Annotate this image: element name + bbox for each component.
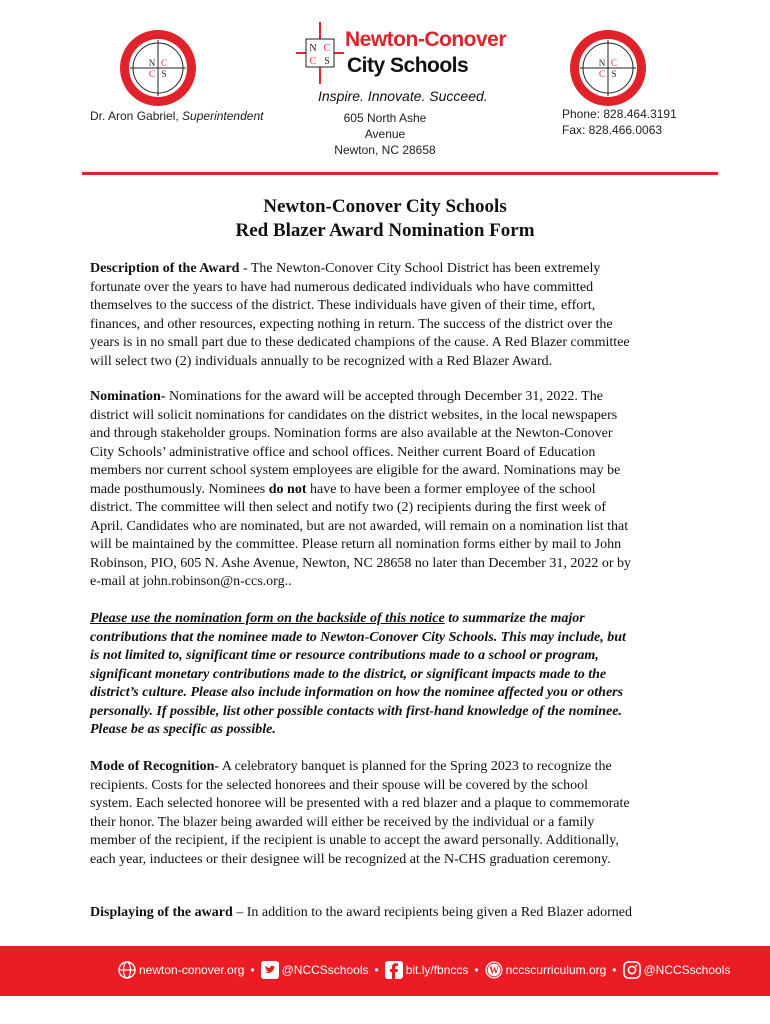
header-divider: [82, 172, 718, 175]
instructions-line: contributions that the nominee made to Newton-Conover City Schools. This may include, but: [90, 629, 626, 645]
svg-text:C: C: [323, 43, 331, 54]
org-name-line2: City Schools: [347, 54, 469, 77]
recognition-line: their honor. The blazer being awarded will either be received by the individual or a family: [90, 814, 595, 830]
displaying-heading: Displaying of the award: [90, 905, 233, 920]
address-block: [330, 110, 440, 158]
seal-letter: C: [148, 69, 156, 79]
footer-facebook[interactable]: [385, 961, 469, 979]
footer-separator: •: [474, 963, 479, 977]
recognition-line: member of the recipient, if the recipient is unable to accept the award personally. Additionally,: [90, 833, 619, 848]
footer-separator: •: [250, 963, 255, 977]
instructions-line: district’s culture. Please also include information on how the nominee affected you or others: [90, 685, 624, 700]
description-line: will select two (2) individuals annually to be recognized with a Red Blazer Award.: [90, 353, 553, 369]
description-heading: Description of the Award: [90, 261, 240, 276]
nomination-bold-phrase: do not: [268, 481, 307, 497]
footer-separator: •: [612, 963, 617, 977]
description-line: finances, and other resources, expecting nothing in return. The success of the district over the: [90, 316, 613, 332]
compass-logo-icon: [296, 22, 344, 84]
seal-letter: S: [161, 69, 167, 79]
nomination-line: Robinson, PIO, 605 N. Ashe Avenue, Newton, NC 28658 no later than December 31, 2022 or by: [90, 555, 631, 571]
instructions-underlined: Please use the nomination form on the backside of this notice: [90, 611, 445, 626]
phone: Phone: 828.464.3191: [562, 107, 677, 121]
footer-instagram[interactable]: [623, 961, 731, 979]
district-seal-right: [568, 28, 648, 108]
nomination-line: district. The committee will then select and notify two (2) recipients during the first week of: [90, 500, 607, 515]
seal-letter: S: [611, 69, 617, 79]
address-line1: 605 North Ashe Avenue: [343, 111, 427, 141]
fax: Fax: 828.466.0063: [562, 123, 663, 137]
form-title-line1: Newton-Conover City Schools: [263, 196, 507, 217]
instructions-line: is not limited to, significant time or resource contributions made to a school or program,: [90, 648, 599, 663]
superintendent: [90, 108, 263, 124]
svg-text:N: N: [309, 43, 317, 54]
nomination-line: will be maintained by the committee. Please return all nomination forms either by mail to John: [90, 537, 622, 552]
twitter-icon: [261, 961, 279, 979]
description-line: years is in no small part due to these dedicated champions of the cause. A Red Blazer committee: [90, 335, 630, 350]
recognition-heading: Mode of Recognition-: [90, 759, 220, 774]
description-line: fortunate over the years to have had numerous dedicated individuals who have committed: [90, 279, 594, 295]
svg-text:C: C: [309, 56, 317, 67]
org-name-line1: Newton-Conover: [345, 28, 506, 51]
footer-links: [118, 961, 730, 979]
nomination-line: made posthumously. Nominees: [90, 481, 269, 497]
description-line: themselves to the success of the district. These individuals have given of their time, effort,: [90, 298, 596, 313]
nomination-line: Nominations for the award will be accepted through December 31, 2022. The: [165, 389, 603, 404]
footer-bar: [0, 946, 770, 996]
contact-block: [562, 106, 677, 138]
seal-letter: N: [148, 58, 156, 68]
footer-website[interactable]: [118, 961, 244, 979]
svg-text:W: W: [488, 965, 499, 977]
globe-icon: [118, 961, 136, 979]
svg-text:S: S: [324, 56, 330, 67]
recognition-line: system. Each selected honoree will be presented with a red blazer and a plaque to commemorate: [90, 796, 630, 811]
wordpress-icon: [485, 961, 503, 979]
footer-facebook-text[interactable]: bit.ly/fbnccs: [405, 963, 469, 977]
seal-letter: N: [598, 58, 606, 68]
instructions-line: to summarize the major: [444, 611, 585, 626]
description-paragraph: [90, 260, 690, 371]
footer-instagram-text[interactable]: @NCCSschools: [643, 963, 731, 977]
displaying-line: – In addition to the award recipients being given a Red Blazer adorned: [232, 905, 632, 920]
nomination-line: members nor current school system employees are eligible for the award. Nominations may be: [90, 463, 621, 478]
seal-letter: C: [598, 69, 606, 79]
address-line2: Newton, NC 28658: [334, 143, 436, 157]
nomination-line: e-mail at john.robinson@n-ccs.org..: [90, 574, 292, 589]
tagline: Inspire. Innovate. Succeed.: [318, 88, 488, 104]
footer-wordpress[interactable]: [485, 961, 607, 979]
superintendent-name: Dr. Aron Gabriel,: [90, 109, 183, 123]
nomination-line: and through stakeholder groups. Nomination forms are also available at the Newton-Conover: [90, 426, 613, 441]
instructions-line: personally. If possible, list other possible contacts with first-hand knowledge of the nominee.: [90, 703, 622, 719]
instagram-icon: [623, 961, 641, 979]
instructions-line: Please be as specific as possible.: [90, 722, 276, 737]
recognition-line: A celebratory banquet is planned for the Spring 2023 to recognize the: [219, 759, 612, 774]
recognition-line: recipients. Costs for the selected honorees and their spouse will be covered by the school: [90, 777, 589, 793]
footer-twitter[interactable]: [261, 961, 369, 979]
nomination-line: City Schools’ administrative office and school offices. Neither current Board of Education: [90, 444, 596, 460]
footer-twitter-text[interactable]: @NCCSschools: [281, 963, 369, 977]
instructions-paragraph: [90, 610, 690, 740]
footer-wordpress-text[interactable]: nccscurriculum.org: [505, 963, 607, 977]
nomination-line: April. Candidates who are nominated, but are not awarded, will remain on a nomination list that: [90, 518, 629, 534]
superintendent-title: Superintendent: [182, 109, 264, 123]
seal-letter: C: [160, 58, 168, 68]
nomination-line-tail: have to have been a former employee of the school: [306, 481, 596, 497]
recognition-line: each year, inductees or their designee will be recognized at the N-CHS graduation ceremony.: [90, 851, 611, 867]
nomination-line: district will solicit nominations for candidates on the district websites, in the local newspapers: [90, 407, 618, 423]
nomination-heading: Nomination-: [90, 389, 166, 404]
recognition-paragraph: [90, 758, 690, 869]
instructions-line: significant monetary contributions made to the district, or significant impacts made to the: [90, 666, 607, 682]
footer-website-text[interactable]: newton-conover.org: [139, 963, 245, 977]
nomination-paragraph: [90, 388, 690, 592]
footer-separator: •: [374, 963, 379, 977]
district-seal-left: [118, 28, 198, 108]
form-title-line2: Red Blazer Award Nomination Form: [235, 220, 535, 241]
facebook-icon: [385, 961, 403, 979]
description-line: - The Newton-Conover City School District has been extremely: [239, 261, 601, 276]
seal-letter: C: [610, 58, 618, 68]
displaying-paragraph: [90, 904, 690, 923]
